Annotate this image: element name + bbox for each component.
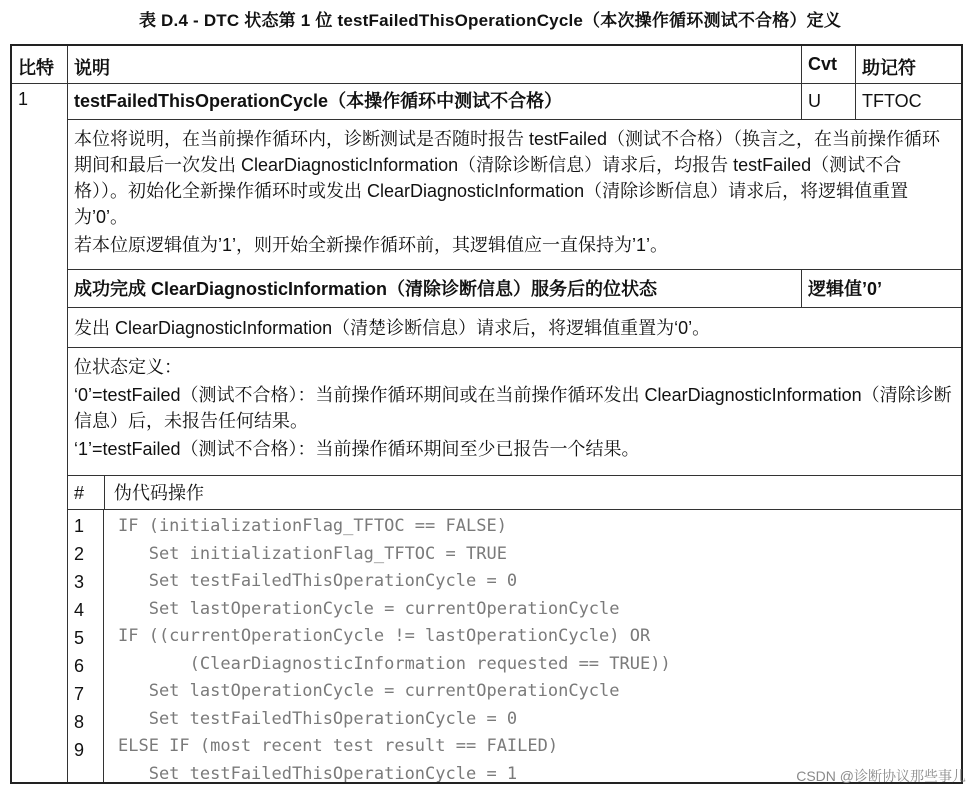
- code-line: (ClearDiagnosticInformation requested == TRUE)): [118, 653, 671, 674]
- state-def-0: ‘0’=testFailed（测试不合格）：当前操作循环期间或在当前操作循环发出 ClearDiagnosticInformation（清除诊断信息）后，未报告任何结果。: [74, 385, 952, 431]
- table-header-row: [12, 46, 961, 84]
- header-bit: 比特: [12, 46, 68, 83]
- signal-name: testFailedThisOperationCycle（本操作循环中测试不合格）: [68, 84, 802, 119]
- pseudo-col-num: #: [74, 483, 85, 503]
- line-number: 3: [74, 572, 85, 592]
- line-number: 1: [74, 516, 85, 536]
- code-line: Set testFailedThisOperationCycle = 0: [118, 708, 518, 729]
- pseudo-code-section: [68, 476, 961, 782]
- header-mnemonic: 助记符: [862, 58, 916, 78]
- state-def-1: ‘1’=testFailed（测试不合格）：当前操作循环期间至少已报告一个结果。: [74, 439, 640, 459]
- dtc-definition-table: [10, 44, 963, 784]
- line-number: 2: [74, 544, 85, 564]
- code-line: Set initializationFlag_TFTOC = TRUE: [118, 543, 507, 564]
- pseudo-code-body: [68, 510, 961, 782]
- code-line: Set lastOperationCycle = currentOperationCycle: [118, 598, 620, 619]
- code-line: IF (initializationFlag_TFTOC == FALSE): [118, 516, 507, 536]
- state-definition-cell: [68, 348, 961, 475]
- clear-status-row: [68, 270, 961, 308]
- table-title: 表 D.4 - DTC 状态第 1 位 testFailedThisOperationCycle（本次操作循环测试不合格）定义: [138, 11, 842, 30]
- bit-column: [12, 84, 68, 782]
- code-line: Set lastOperationCycle = currentOperationCycle: [118, 681, 620, 701]
- code-line: ELSE IF (most recent test result == FAILED): [118, 736, 559, 756]
- row-name: [68, 84, 961, 120]
- line-number: 4: [74, 600, 85, 620]
- description-row: [68, 120, 961, 270]
- line-number: 9: [74, 740, 85, 760]
- clear-status-value: 逻辑值’0’: [808, 279, 883, 299]
- code-line: Set testFailedThisOperationCycle = 0: [118, 571, 518, 591]
- cvt-value: U: [802, 84, 856, 119]
- clear-desc: 发出 ClearDiagnosticInformation（清楚诊断信息）请求后，将逻辑值重置为‘0’。: [74, 318, 711, 338]
- clear-status-label: 成功完成 ClearDiagnosticInformation（清除诊断信息）服务后的位状态: [68, 270, 802, 307]
- header-description: 说明: [68, 46, 802, 83]
- line-number: 6: [74, 656, 85, 676]
- pseudo-code-header: [68, 476, 961, 510]
- description-paragraph-1: 本位将说明，在当前操作循环内，诊断测试是否随时报告 testFailed（测试不合格）（换言之，在当前操作循环期间和最后一次发出 ClearDiagnosticInformation（清除诊断信息）请求后，均报告 testFailed（测试不合格））。初始化全新操作循环时或发出 ClearDiagnosticInformation（清除诊断信息）请求后，将逻辑值重置为’0’。: [74, 129, 941, 227]
- code-line: Set testFailedThisOperationCycle = 1: [118, 763, 518, 784]
- state-definition-row: [68, 348, 961, 476]
- line-number: 5: [74, 628, 85, 648]
- header-cvt: Cvt: [802, 46, 856, 83]
- csdn-watermark: CSDN @诊断协议那些事儿: [796, 768, 966, 784]
- mnemonic-value: TFTOC: [862, 91, 922, 111]
- code-line: IF ((currentOperationCycle != lastOperationCycle) OR: [118, 626, 651, 646]
- pseudo-col-title: 伪代码操作: [114, 483, 204, 503]
- description-cell: [68, 120, 961, 269]
- state-def-heading: 位状态定义：: [74, 357, 182, 377]
- clear-desc-row: [68, 308, 961, 348]
- description-paragraph-2: 若本位原逻辑值为’1’，则开始全新操作循环前，其逻辑值应一直保持为’1’。: [74, 235, 669, 255]
- line-number: 7: [74, 684, 85, 704]
- line-number: 8: [74, 712, 85, 732]
- bit-value: 1: [18, 89, 29, 109]
